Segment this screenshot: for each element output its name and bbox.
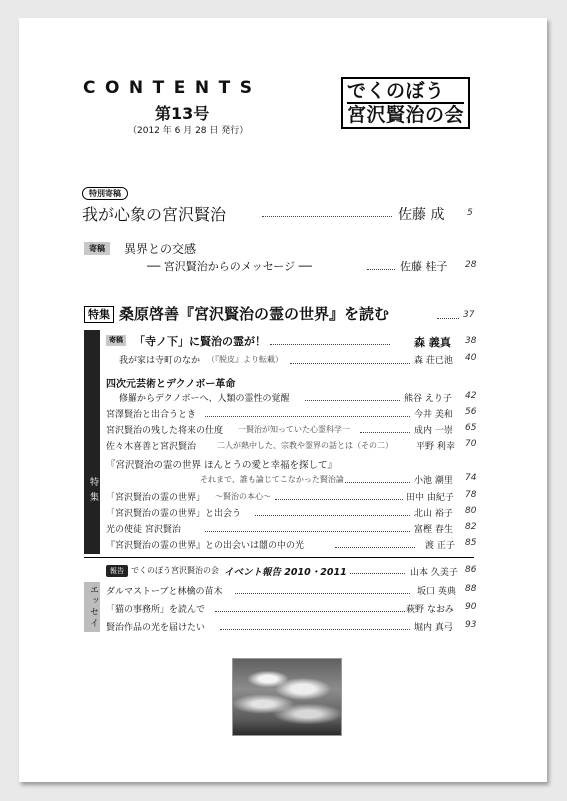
feature-item-author: 渡 正子 [425, 541, 455, 551]
contrib-author: 佐藤 桂子 [400, 260, 448, 273]
essay-item-title: ダルマストーブと林檎の苗木 [106, 587, 223, 597]
feature-item-page: 80 [465, 506, 477, 516]
feature-item-title: 佐々木喜善と宮沢賢治 [106, 442, 197, 452]
feature-item-note: （『脱皮』より転載） [207, 355, 283, 364]
feature-item-tag: 寄稿 [106, 335, 126, 346]
leader-dots [205, 531, 410, 532]
report-tag: 報告 [106, 565, 128, 577]
special-tag: 特別寄稿 [82, 187, 128, 200]
feature-item-author: 熊谷 えり子 [404, 394, 452, 404]
feature-item-author: 平野 利幸 [416, 442, 455, 452]
feature-item-title: 光の使徒 宮沢賢治 [106, 525, 181, 535]
feature-item-title: 宮沢賢治の残した将来の仕度 [106, 426, 224, 436]
contrib-title: 異界との交感 [124, 242, 197, 256]
leader-dots [335, 547, 415, 548]
leader-dots [367, 269, 395, 270]
feature-item-note: 一賢治が知っていた心霊科学一 [238, 425, 350, 434]
feature-item-page: 38 [465, 336, 477, 346]
essay-side-label: エッセイ [84, 582, 100, 632]
contrib-tag: 寄稿 [84, 242, 110, 255]
essay-item-page: 93 [465, 620, 477, 630]
feature-item-page: 85 [465, 538, 477, 548]
feature-item-page: 56 [465, 407, 477, 417]
section-divider [84, 557, 474, 558]
leader-dots [270, 344, 390, 345]
feature-item-author: 今井 美和 [414, 410, 453, 420]
leader-dots [305, 400, 400, 401]
essay-item-title: 「猫の事務所」を読んで [106, 605, 206, 615]
leader-dots [345, 482, 410, 483]
feature-item-note: 二人が熱中した、宗教や霊界の話とは（その二） [217, 441, 393, 450]
feature-item-page: 70 [465, 439, 477, 449]
leader-dots [235, 593, 410, 594]
brand-line2: 宮沢賢治の会 [347, 104, 465, 126]
leader-dots [215, 611, 405, 612]
feature-item-title: 『宮沢賢治の霊の世界』との出会いは闇の中の光 [106, 541, 305, 551]
report-org: でくのぼう宮沢賢治の会 [131, 566, 219, 575]
leader-dots [290, 363, 410, 364]
feature-item-author: 田中 由紀子 [406, 493, 454, 503]
feature-side-label: 特集 [84, 330, 100, 554]
issue-date: （2012 年 6 月 28 日 発行） [128, 126, 249, 136]
leader-dots [350, 573, 405, 574]
feature-item-title: 修羅からデクノボーへ、人類の霊性の覚醒 [119, 394, 290, 404]
essay-item-author: 坂口 英典 [417, 587, 456, 597]
leader-dots [437, 318, 459, 319]
report-page: 86 [465, 565, 477, 575]
special-page: 5 [467, 208, 473, 218]
leader-dots [262, 216, 392, 217]
cloud-sky-photo [232, 658, 342, 736]
feature-page: 37 [463, 310, 475, 320]
feature-item-author: 森 義真 [414, 336, 451, 349]
leader-dots [360, 432, 410, 433]
issue-number: 第13号 [155, 104, 210, 123]
feature-item-title: 「寺ノ下」に賢治の霊が！ [134, 335, 266, 348]
feature-item-note: 〜賢治の本心〜 [215, 492, 271, 501]
leader-dots [255, 515, 410, 516]
feature-item-author: 富樫 春生 [414, 525, 453, 535]
feature-item-author: 森 荘已池 [414, 356, 453, 366]
essay-item-title: 賢治作品の光を届けたい [106, 623, 206, 633]
report-title: イベント報告 2010・2011 [224, 567, 347, 578]
feature-item-title: 宮澤賢治と出合うとき [106, 410, 197, 420]
feature-item-page: 42 [465, 391, 477, 401]
feature-item-page: 40 [465, 353, 477, 363]
special-author: 佐藤 成 [398, 207, 445, 223]
special-title: 我が心象の宮沢賢治 [82, 205, 227, 224]
feature-title: 桑原啓善『宮沢賢治の霊の世界』を読む [119, 305, 390, 323]
essay-item-author: 萩野 なおみ [406, 605, 454, 615]
leader-dots [220, 629, 410, 630]
leader-dots [275, 499, 403, 500]
contrib-page: 28 [465, 260, 477, 270]
leader-dots [205, 416, 410, 417]
contrib-subtitle: ── 宮沢賢治からのメッセージ ── [147, 260, 312, 273]
feature-item-page: 82 [465, 522, 477, 532]
feature-item-page: 78 [465, 490, 477, 500]
feature-item-author: 成内 一崇 [414, 426, 453, 436]
report-author: 山本 久美子 [410, 568, 458, 578]
brand-logo [341, 77, 470, 129]
feature-item-title: 我が家は寺町のなか [119, 356, 201, 366]
contents-heading: CONTENTS [83, 78, 262, 98]
brand-line1: でくのぼう [347, 80, 445, 102]
feature-item-title: 「宮沢賢治の霊の世界」 [106, 493, 206, 503]
essay-item-author: 堀内 真弓 [414, 623, 453, 633]
feature-item-title: 『宮沢賢治の霊の世界 ほんとうの愛と幸福を探して』 [106, 460, 338, 471]
feature-item-title: 「宮沢賢治の霊の世界」と出会う [106, 509, 242, 519]
essay-item-page: 88 [465, 584, 477, 594]
feature-item-title: それまで、誰も論じてこなかった賢治論 [200, 475, 344, 484]
feature-item-title: 四次元芸術とデクノボー革命 [106, 379, 236, 390]
feature-tag: 特集 [84, 306, 114, 323]
essay-item-page: 90 [465, 602, 477, 612]
feature-item-page: 74 [465, 473, 477, 483]
feature-item-author: 小池 潮里 [414, 476, 453, 486]
feature-item-author: 北山 裕子 [414, 509, 453, 519]
feature-item-page: 65 [465, 423, 477, 433]
